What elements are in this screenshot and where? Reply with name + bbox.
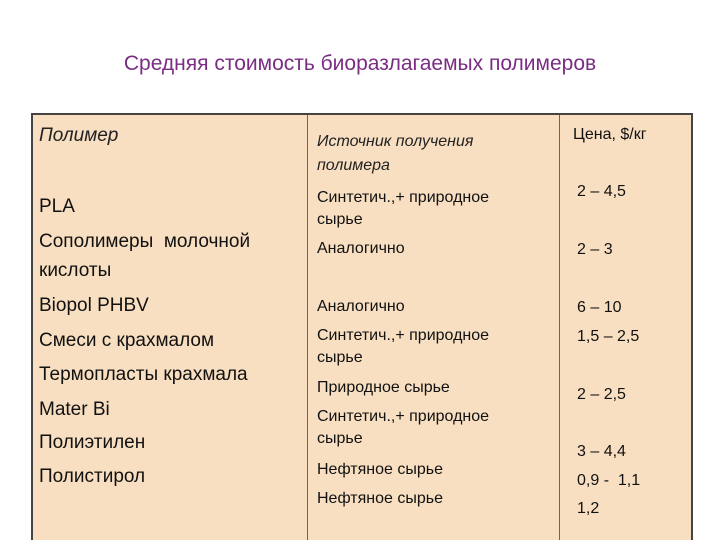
source-item: сырье: [317, 211, 363, 228]
source-item: Аналогично: [317, 240, 405, 257]
page-title: Средняя стоимость биоразлагаемых полимеров: [123, 52, 597, 75]
price-item: 0,9 - 1,1: [577, 472, 641, 489]
polymer-item: Термопласты крахмала: [39, 364, 248, 385]
source-item: Синтетич.,+ природное: [317, 327, 490, 344]
source-item: Синтетич.,+ природное: [317, 408, 490, 425]
polymer-item: Полистирол: [39, 466, 146, 487]
source-item: Природное сырье: [317, 379, 450, 396]
source-item: сырье: [317, 430, 363, 447]
column-divider: [559, 115, 560, 540]
header-price: Цена, $/кг: [573, 126, 647, 143]
price-item: 2 – 2,5: [577, 386, 626, 403]
polymer-item: Смеси с крахмалом: [39, 330, 215, 351]
polymer-item: кислоты: [39, 260, 112, 281]
polymer-item: PLA: [39, 196, 75, 217]
polymer-item: Сополимеры молочной: [39, 231, 251, 252]
source-item: Нефтяное сырье: [317, 461, 443, 478]
column-divider: [307, 115, 308, 540]
source-item: Аналогично: [317, 298, 405, 315]
polymer-item: Полиэтилен: [39, 432, 146, 453]
price-item: 1,5 – 2,5: [577, 328, 640, 345]
polymer-item: Biopol PHBV: [39, 295, 149, 316]
source-item: Нефтяное сырье: [317, 490, 443, 507]
price-item: 3 – 4,4: [577, 443, 626, 460]
header-polymer: Полимер: [39, 125, 119, 146]
price-item: 2 – 4,5: [577, 183, 626, 200]
polymer-item: Mater Bi: [39, 399, 110, 420]
header-source-line2: полимера: [317, 157, 390, 174]
price-item: 2 – 3: [577, 241, 613, 258]
price-item: 1,2: [577, 500, 600, 517]
header-source-line1: Источник получения: [317, 133, 474, 150]
source-item: Синтетич.,+ природное: [317, 189, 490, 206]
polymer-cost-table: [31, 113, 693, 540]
price-item: 6 – 10: [577, 299, 622, 316]
source-item: сырье: [317, 349, 363, 366]
